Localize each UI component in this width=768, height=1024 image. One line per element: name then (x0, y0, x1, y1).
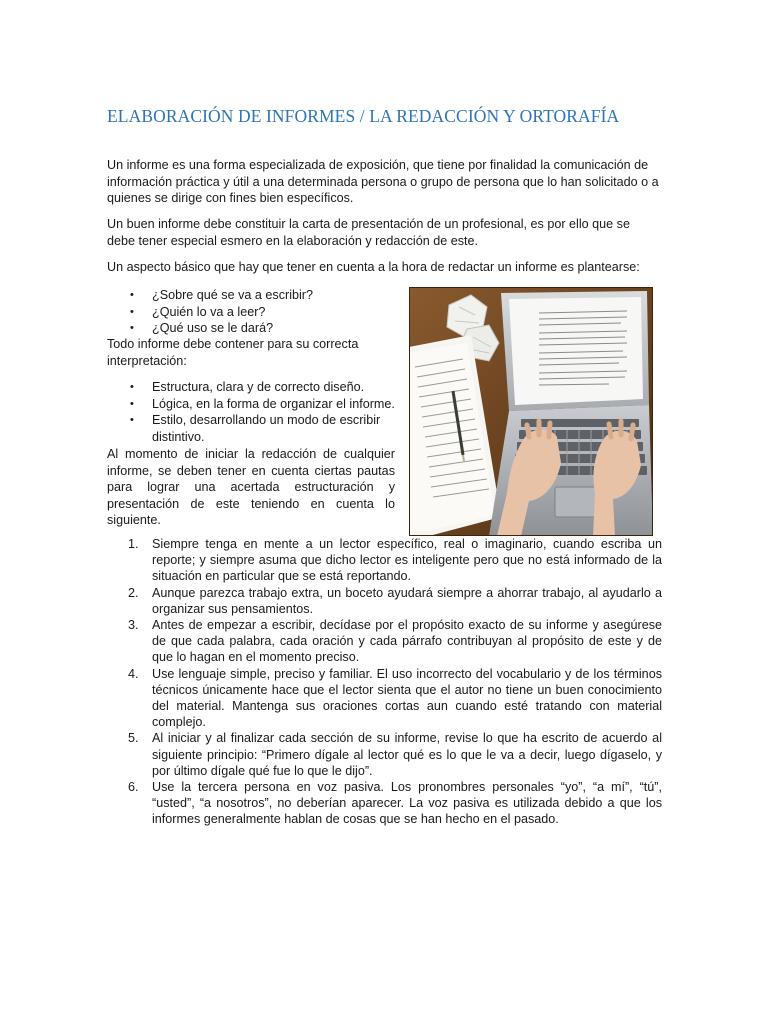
question-text: ¿Sobre qué se va a escribir? (152, 288, 314, 302)
laptop-hands-illustration (409, 287, 653, 536)
list-item (107, 666, 662, 731)
list-item (107, 287, 397, 304)
guideline-text: Use la tercera persona en voz pasiva. Los pronombres personales “yo”, “a mí”, “tú”, “usted”, “a nosotros”, no deberían aparecer. La voz pasiva es utilizada debido a que los informes generalmente hablan de cosas que se han hecho en el pasado. (152, 780, 662, 827)
list-item (107, 617, 662, 666)
guideline-text: Antes de empezar a escribir, decídase por el propósito exacto de su informe y asegúrese de que cada palabra, cada oración y cada párrafo contribuyan al propósito de este y de que lo hagan en el momento preciso. (152, 618, 662, 665)
intro-paragraph: Un informe es una forma especializada de exposición, que tiene por finalidad la comunicación de información práctica y útil a una determinada persona o grupo de persona que lo han solicitado o a quienes se dirige con fines bien específicos. (107, 158, 659, 206)
fifth-paragraph: Al momento de iniciar la redacción de cualquier informe, se deben tener en cuenta ciertas pautas para lograr una acertada estructuración y presentación de este teniendo en cuenta lo siguiente. (107, 447, 395, 528)
question-text: ¿Qué uso se le dará? (152, 321, 274, 336)
guideline-text: Use lenguaje simple, preciso y familiar. El uso incorrecto del vocabulario y de los términos técnicos únicamente hace que el lector sienta que el autor no tiene un buen conocimiento del material. Mantenga sus oraciones cortas aun cuando esté tratando con material complejo. (152, 666, 662, 730)
list-item (107, 585, 662, 617)
item-number: 6. (128, 780, 139, 795)
list-item (107, 412, 397, 445)
list-item (107, 536, 662, 585)
guidelines-list (107, 536, 662, 828)
bullet-icon: • (130, 414, 134, 427)
second-paragraph: Un buen informe debe constituir la carta de presentación de un profesional, es por ello que se debe tener especial esmero en la elaboración y redacción de este. (107, 217, 630, 248)
requirement-text: Estilo, desarrollando un modo de escribir distintivo. (152, 413, 381, 444)
requirement-text: Estructura, clara y de correcto diseño. (152, 380, 365, 394)
fourth-paragraph: Todo informe debe contener para su correcta interpretación: (107, 337, 359, 368)
list-item (107, 320, 397, 337)
requirement-text: Lógica, en la forma de organizar el informe. (152, 396, 395, 411)
question-text: ¿Quién lo va a leer? (152, 304, 266, 319)
list-item (107, 379, 397, 396)
guideline-text: Al iniciar y al finalizar cada sección de su informe, revise lo que ha escrito de acuerdo al siguiente principio: “Primero dígale al lector qué es lo que le va a decir, luego dígaselo, y por último dígale qué fue lo que le dijo”. (152, 731, 662, 778)
requirements-list (107, 379, 397, 445)
bullet-icon: • (130, 289, 134, 301)
item-number: 1. (128, 537, 139, 551)
guideline-text: Aunque parezca trabajo extra, un boceto ayudará siempre a ahorrar trabajo, al ayudarlo a organizar sus pensamientos. (152, 585, 662, 616)
page-title: ELABORACIÓN DE INFORMES / LA REDACCIÓN Y ORTORAFÍA (107, 106, 620, 126)
questions-list (107, 287, 397, 337)
third-paragraph: Un aspecto básico que hay que tener en cuenta a la hora de redactar un informe es plantearse: (107, 260, 640, 274)
item-number: 5. (128, 731, 139, 746)
list-item (107, 779, 662, 828)
list-item (107, 396, 397, 413)
list-item (107, 304, 397, 321)
item-number: 4. (128, 666, 139, 681)
laptop-typing-photo (409, 287, 653, 536)
bullet-icon: • (130, 397, 134, 410)
item-number: 2. (128, 585, 139, 600)
bullet-icon: • (130, 322, 134, 335)
item-number: 3. (128, 618, 139, 633)
guideline-text: Siempre tenga en mente a un lector específico, real o imaginario, cuando escriba un reporte; y siempre asuma que dicho lector es inteligente pero que no está informado de la situación en particular que se está reportando. (152, 537, 662, 584)
list-item (107, 730, 662, 779)
bullet-icon: • (130, 305, 134, 318)
bullet-icon: • (130, 381, 134, 393)
